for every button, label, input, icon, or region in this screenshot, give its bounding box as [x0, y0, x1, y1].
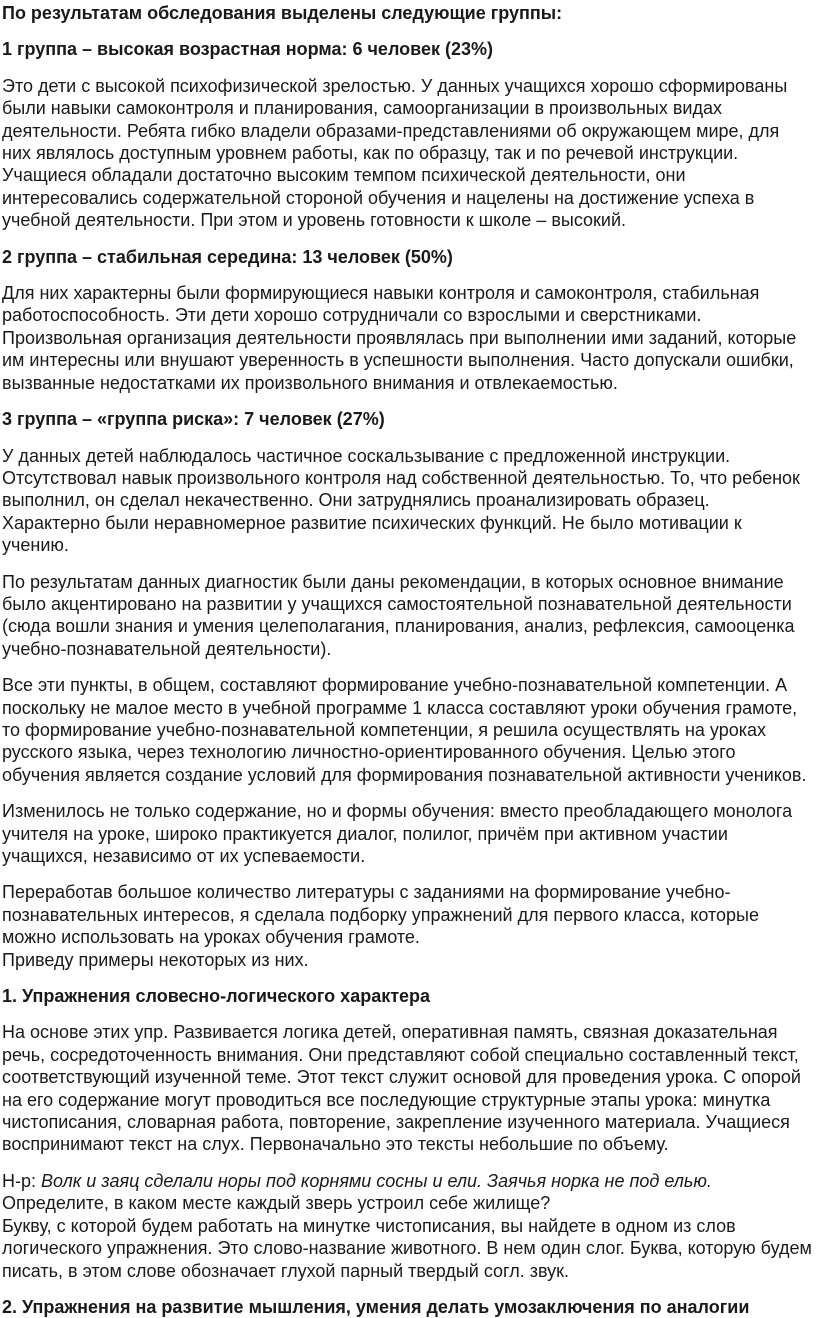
group3-heading: 3 группа – «группа риска»: 7 человек (27%): [2, 409, 385, 430]
group1-text: Это дети с высокой психофизической зрелостью. У данных учащихся хорошо сформированы были навыки самоконтроля и планирования, самоорганизации в произвольных видах деятельности. Ребята гибко владели образами-представлениями об окружающем мире, для них являлось доступным уровнем работы, как по образцу, так и по речевой инструкции. Учащиеся обладали достаточно высоким темпом психической деятельности, они интересовались содержательной стороной обучения и нацелены на достижение успеха в учебной деятельности. При этом и уровень готовности к школе – высокий.: [2, 75, 788, 231]
examples-intro-text: Приведу примеры некоторых из них.: [2, 949, 309, 970]
section1-heading: 1. Упражнения словесно-логического характера: [2, 986, 431, 1007]
example-task: Букву, с которой будем работать на минутке чистописания, вы найдете в одном из слов логического упражнения. Это слово-название животного. В нем один слог. Буква, которую будем писать, в этом слове обозначает глухой парный твердый согл. звук.: [2, 1215, 812, 1281]
section2-heading: 2. Упражнения на развитие мышления, умения делать умозаключения по аналогии: [2, 1296, 750, 1317]
document-page: [0, 2, 816, 1318]
group3-text: У данных детей наблюдалось частичное соскальзывание с предложенной инструкции. Отсутствовал навык произвольного контроля над собственной деятельностью. То, что ребенок выполнил, он сделал некачественно. Они затруднялись проанализировать образец. Характерно были неравномерное развитие психических функций. Не было мотивации к учению.: [2, 445, 800, 556]
competence-paragraph: Все эти пункты, в общем, составляют формирование учебно-познавательной компетенции. А поскольку не малое место в учебной программе 1 класса составляют уроки обучения грамоте, то формирование учебно-познавательной компетенции, я решила осуществлять на уроках русского языка, через технологию личностно-ориентированного обучения. Целью этого обучения является создание условий для формирования познавательной активности учеников.: [2, 675, 807, 785]
intro-heading: По результатам обследования выделены следующие группы:: [2, 3, 563, 23]
group2-heading: 2 группа – стабильная середина: 13 человек (50%): [2, 246, 453, 267]
section1-text: На основе этих упр. Развивается логика детей, оперативная память, связная доказательная речь, сосредоточенность внимания. Они представляют собой специально составленный текст, соответствующий изученной теме. Этот текст служит основой для проведения урока. С опорой на его содержание могут проводиться все последующие структурные этапы урока: минутка чистописания, словарная работа, повторение, закрепление изученного материала. Учащиеся воспринимают текст на слух. Первоначально это тексты небольшие по объему.: [2, 1022, 801, 1155]
literature-paragraph: [2, 881, 812, 971]
group1-heading: 1 группа – высокая возрастная норма: 6 человек (23%): [2, 39, 494, 60]
example-italic-text: Волк и заяц сделали норы под корнями сосны и ели. Заячья норка не под елью.: [41, 1170, 712, 1191]
recommendations-paragraph: По результатам данных диагностик были даны рекомендации, в которых основное внимание было акцентировано на развитии у учащихся самостоятельной познавательной деятельности (сюда вошли знания и умения целеполагания, планирования, анализ, рефлексия, самооценка учебно-познавательной деятельности).: [2, 571, 795, 659]
section1-example: [2, 1170, 812, 1282]
example-prefix: Н-р:: [2, 1170, 42, 1191]
group2-text: Для них характерны были формирующиеся навыки контроля и самоконтроля, стабильная работоспособность. Эти дети хорошо сотрудничали со взрослыми и сверстниками. Произвольная организация деятельности проявлялась при выполнении ими заданий, которые им интересны или внушают уверенность в успешности выполнения. Часто допускали ошибки, вызванные недостатками их произвольного внимания и отвлекаемостью.: [2, 283, 797, 393]
forms-paragraph: Изменилось не только содержание, но и формы обучения: вместо преобладающего монолога учителя на уроке, широко практикуется диалог, полилог, причём при активном участии учащихся, независимо от их успеваемости.: [2, 801, 793, 866]
example-question: Определите, в каком месте каждый зверь устроил себе жилище?: [2, 1193, 551, 1214]
literature-text: Переработав большое количество литературы с заданиями на формирование учебно-познавательных интересов, я сделала подборку упражнений для первого класса, которые можно использовать на уроках обучения грамоте.: [2, 882, 759, 948]
